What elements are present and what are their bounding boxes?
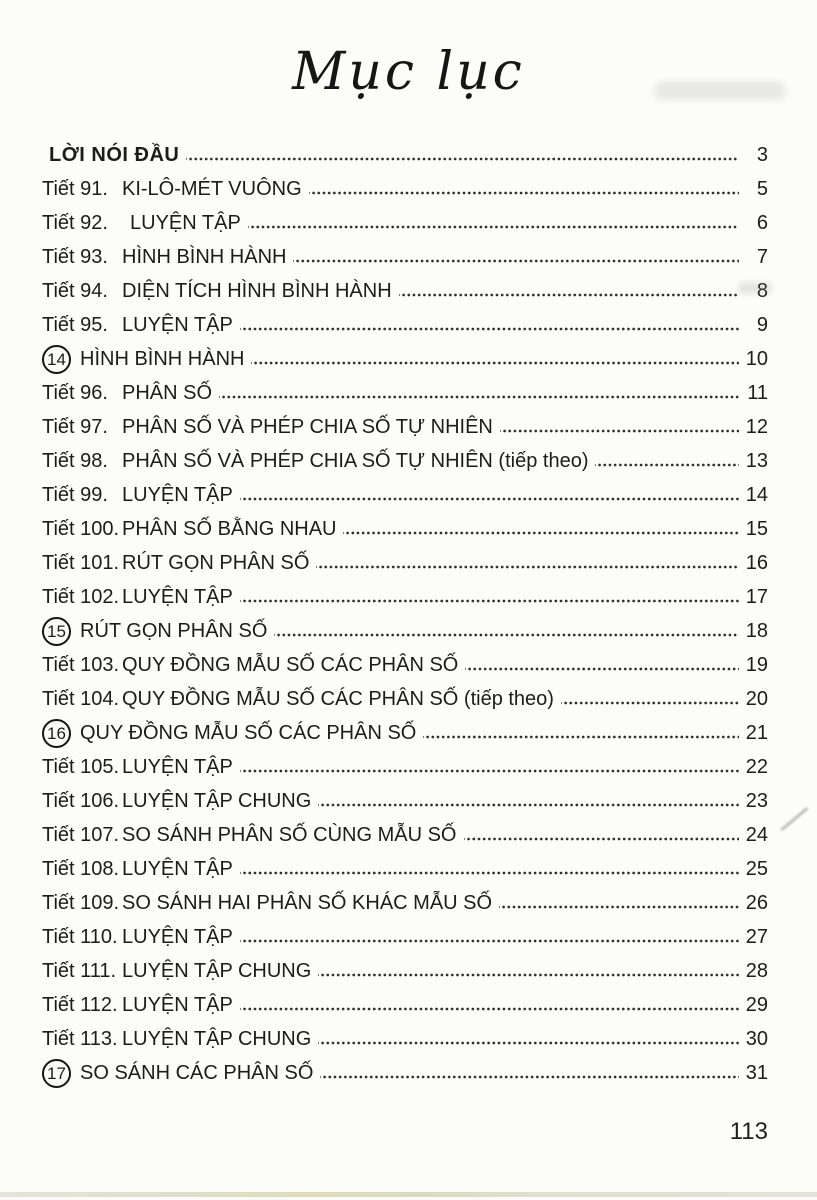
dot-leader (240, 920, 739, 954)
toc-entry-number: Tiết 95. (42, 314, 108, 336)
toc-entry (42, 784, 768, 818)
toc-entry-page: 14 (745, 484, 768, 506)
toc-entry-title: QUY ĐỒNG MẪU SỐ CÁC PHÂN SỐ (80, 722, 417, 744)
toc-entry-title: LUYỆN TẬP (122, 586, 233, 608)
toc-entry-title: LUYỆN TẬP CHUNG (122, 960, 312, 982)
dot-leader (318, 784, 739, 818)
toc-entry-number: Tiết 97. (42, 416, 108, 438)
toc-entry-title: SO SÁNH PHÂN SỐ CÙNG MẪU SỐ (122, 824, 457, 846)
toc-entry-page: 27 (745, 926, 768, 948)
toc-entry-number: Tiết 109. (42, 892, 120, 914)
toc-entry (42, 478, 768, 512)
toc-entry-title: LUYỆN TẬP (130, 212, 241, 234)
toc-entry-number: Tiết 113. (42, 1028, 118, 1050)
toc-entry (42, 852, 768, 886)
dot-leader (595, 444, 739, 478)
toc-entry-title: LUYỆN TẬP (122, 858, 233, 880)
toc-entry-title: LUYỆN TẬP (122, 926, 233, 948)
toc-entry-number: Tiết 98. (42, 450, 108, 472)
toc-entry (42, 546, 768, 580)
toc-entry-title: HÌNH BÌNH HÀNH (80, 348, 245, 370)
toc-entry-title: SO SÁNH HAI PHÂN SỐ KHÁC MẪU SỐ (122, 892, 493, 914)
dot-leader (320, 1056, 739, 1090)
toc-entry (42, 274, 768, 308)
toc-entry-number: Tiết 99. (42, 484, 108, 506)
toc-entry-page: 3 (756, 144, 768, 166)
toc-entry-title: DIỆN TÍCH HÌNH BÌNH HÀNH (122, 280, 392, 302)
scan-pen-mark (780, 807, 809, 831)
dot-leader (318, 1022, 739, 1056)
toc-entry-number: Tiết 101. (42, 552, 120, 574)
toc-entry-number: Tiết 103. (42, 654, 120, 676)
toc-entry-title: PHÂN SỐ (122, 382, 213, 404)
toc-entry (42, 444, 768, 478)
lesson-number-badge: 14 (42, 345, 71, 374)
dot-leader (186, 138, 739, 172)
toc-entry-page: 8 (756, 280, 768, 302)
toc-entry-page: 7 (756, 246, 768, 268)
toc-entry (42, 716, 768, 750)
toc-entry (42, 920, 768, 954)
toc-entry-number: Tiết 112. (42, 994, 118, 1016)
toc-entry-title: KI-LÔ-MÉT VUÔNG (122, 178, 302, 200)
toc-entry (42, 138, 768, 172)
toc-entry-page: 20 (745, 688, 768, 710)
lesson-number-badge: 15 (42, 617, 71, 646)
toc-entry-page: 29 (745, 994, 768, 1016)
toc-entry-page: 15 (745, 518, 768, 540)
scan-page-edge (0, 1192, 817, 1197)
toc-entry-title: PHÂN SỐ VÀ PHÉP CHIA SỐ TỰ NHIÊN (tiếp theo) (122, 450, 589, 472)
dot-leader (318, 954, 739, 988)
dot-leader (499, 886, 739, 920)
toc-entry-number: Tiết 92. (42, 212, 108, 234)
lesson-number-badge: 17 (42, 1059, 71, 1088)
toc-entry-title: HÌNH BÌNH HÀNH (122, 246, 287, 268)
toc-entry (42, 342, 768, 376)
toc-entry-title: LUYỆN TẬP CHUNG (122, 790, 312, 812)
dot-leader (561, 682, 739, 716)
dot-leader (240, 478, 739, 512)
dot-leader (500, 410, 739, 444)
toc-entry-page: 5 (756, 178, 768, 200)
dot-leader (274, 614, 739, 648)
dot-leader (240, 852, 739, 886)
toc-entry-page: 21 (745, 722, 768, 744)
toc-entry (42, 172, 768, 206)
toc-entry-page: 31 (745, 1062, 768, 1084)
dot-leader (309, 172, 739, 206)
toc-entry (42, 410, 768, 444)
toc-entry (42, 308, 768, 342)
toc-entry-title: QUY ĐỒNG MẪU SỐ CÁC PHÂN SỐ (122, 654, 459, 676)
toc-entry (42, 614, 768, 648)
toc-entry (42, 206, 768, 240)
toc-entry-page: 17 (745, 586, 768, 608)
toc-entry-number: Tiết 96. (42, 382, 108, 404)
toc-entry-page: 19 (745, 654, 768, 676)
toc-entry (42, 886, 768, 920)
toc-entry-page: 24 (745, 824, 768, 846)
toc-entry (42, 954, 768, 988)
toc-entry-page: 18 (745, 620, 768, 642)
dot-leader (293, 240, 739, 274)
dot-leader (251, 342, 739, 376)
toc-entry-number: Tiết 110. (42, 926, 118, 948)
toc-entry-number: Tiết 105. (42, 756, 120, 778)
toc-entry (42, 580, 768, 614)
dot-leader (465, 648, 739, 682)
toc-entry-number: Tiết 111. (42, 960, 117, 982)
dot-leader (316, 546, 739, 580)
toc-entry-number: Tiết 108. (42, 858, 120, 880)
toc-entry-page: 16 (745, 552, 768, 574)
toc-entry-page: 9 (756, 314, 768, 336)
page-number: 113 (729, 1118, 768, 1145)
toc-entry (42, 1056, 768, 1090)
toc-entry-title: LUYỆN TẬP CHUNG (122, 1028, 312, 1050)
toc-entry-title: QUY ĐỒNG MẪU SỐ CÁC PHÂN SỐ (tiếp theo) (122, 688, 554, 710)
toc-entry (42, 818, 768, 852)
dot-leader (399, 274, 739, 308)
page-title: Mục lục (292, 42, 525, 102)
toc-entry-page: 13 (745, 450, 768, 472)
lesson-number-badge: 16 (42, 719, 71, 748)
toc-entry-number: Tiết 100. (42, 518, 120, 540)
toc-entry-title: LUYỆN TẬP (122, 484, 233, 506)
dot-leader (343, 512, 739, 546)
toc-entry-number: Tiết 104. (42, 688, 120, 710)
toc-entry-page: 11 (747, 382, 768, 404)
toc-entry-number: Tiết 91. (42, 178, 108, 200)
toc-entry-page: 30 (745, 1028, 768, 1050)
scan-ghost-smudge (738, 282, 772, 294)
dot-leader (423, 716, 739, 750)
toc-entry (42, 512, 768, 546)
toc-entry (42, 682, 768, 716)
toc-entry-title: RÚT GỌN PHÂN SỐ (122, 552, 310, 574)
toc-entry-number: Tiết 93. (42, 246, 108, 268)
toc-entry-number: Tiết 107. (42, 824, 120, 846)
toc-entry-page: 25 (745, 858, 768, 880)
toc-list (42, 138, 768, 1090)
dot-leader (240, 308, 739, 342)
toc-entry-page: 26 (745, 892, 768, 914)
toc-entry-number: Tiết 102. (42, 586, 120, 608)
toc-entry-page: 28 (745, 960, 768, 982)
toc-entry (42, 240, 768, 274)
toc-entry-title: LUYỆN TẬP (122, 994, 233, 1016)
toc-entry-number: Tiết 106. (42, 790, 120, 812)
toc-entry-title: LUYỆN TẬP (122, 756, 233, 778)
toc-entry-page: 6 (756, 212, 768, 234)
dot-leader (464, 818, 740, 852)
toc-entry-page: 22 (745, 756, 768, 778)
dot-leader (248, 206, 739, 240)
toc-entry-title: LUYỆN TẬP (122, 314, 233, 336)
dot-leader (240, 988, 739, 1022)
toc-entry-number: Tiết 94. (42, 280, 108, 302)
toc-entry (42, 648, 768, 682)
toc-entry-title: PHÂN SỐ VÀ PHÉP CHIA SỐ TỰ NHIÊN (122, 416, 493, 438)
toc-entry-page: 23 (745, 790, 768, 812)
toc-entry (42, 988, 768, 1022)
dot-leader (219, 376, 739, 410)
dot-leader (240, 750, 739, 784)
scan-ghost-smudge (655, 82, 785, 100)
toc-entry (42, 1022, 768, 1056)
dot-leader (240, 580, 739, 614)
toc-entry-title: SO SÁNH CÁC PHÂN SỐ (80, 1062, 314, 1084)
toc-entry-page: 12 (745, 416, 768, 438)
toc-entry-page: 10 (745, 348, 768, 370)
toc-entry (42, 750, 768, 784)
toc-entry (42, 376, 768, 410)
toc-entry-title: RÚT GỌN PHÂN SỐ (80, 620, 268, 642)
toc-entry-title: LỜI NÓI ĐẦU (49, 144, 180, 166)
toc-entry-title: PHÂN SỐ BẰNG NHAU (122, 518, 337, 540)
